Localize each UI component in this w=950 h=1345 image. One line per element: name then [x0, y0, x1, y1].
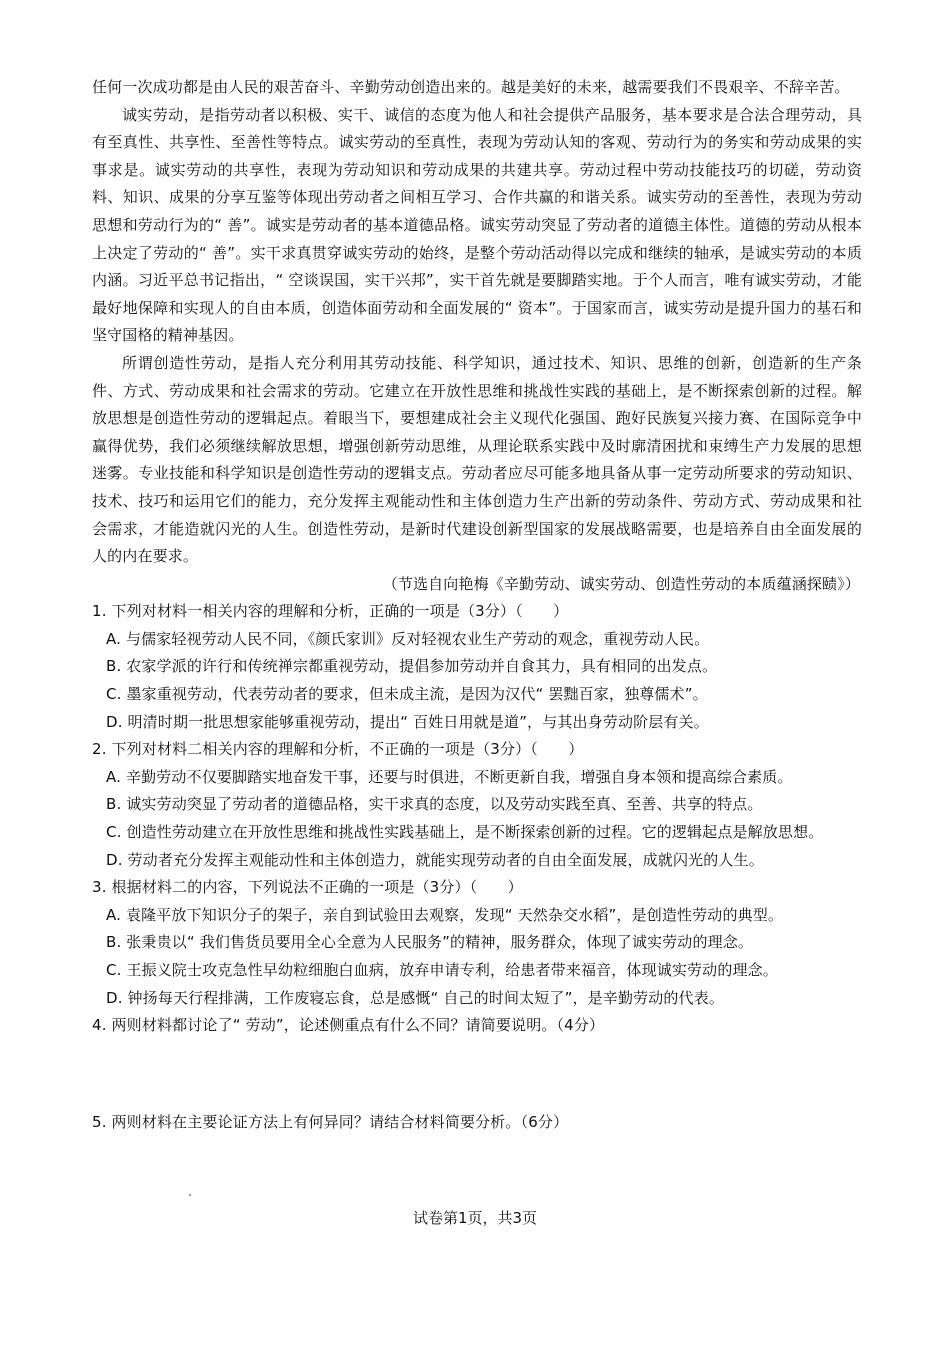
option-a: A. 辛勤劳动不仅要脚踏实地奋发干事，还要与时俱进，不断更新自我，增强自身本领和提高综合素质。 [106, 767, 793, 786]
option-c: C. 创造性劳动建立在开放性思维和挑战性实践基础上，是不断探索创新的过程。它的逻辑起点是解放思想。 [106, 823, 824, 842]
question-3 [92, 874, 862, 1012]
question-stem: 5. 两则材料在主要论证方法上有何异同？请结合材料简要分析。（6分） [92, 1112, 569, 1131]
paragraph-honest-labor: 诚实劳动，是指劳动者以积极、实干、诚信的态度为他人和社会提供产品服务，基本要求是合法合理劳动，具有至真性、共享性、至善性等特点。诚实劳动的至真性，表现为劳动认知的客观、劳动行为的务实和劳动成果的实事求是。诚实劳动的共享性，表现为劳动知识和劳动成果的共建共享。劳动过程中劳动技能技巧的切磋，劳动资料、知识、成果的分享互鉴等体现出劳动者之间相互学习、合作共赢的和谐关系。诚实劳动的至善性，表现为劳动思想和劳动行为的“ 善”。诚实是劳动者的基本道德品格。诚实劳动突显了劳动者的道德主体性。道德的劳动从根本上决定了劳动的“ 善”。实干求真贯穿诚实劳动的始终，是整个劳动活动得以完成和继续的轴承，是诚实劳动的本质内涵。习近平总书记指出，“ 空谈误国，实干兴邦”，实干首先就是要脚踏实地。于个人而言，唯有诚实劳动，才能最好地保障和实现人的自由本质，创造体面劳动和全面发展的“ 资本”。于国家而言，诚实劳动是提升国力的基石和坚守国格的精神基因。 [92, 105, 862, 345]
option-d: D. 明清时期一批思想家能够重视劳动，提出“ 百姓日用就是道”，与其出身劳动阶层有关。 [106, 712, 709, 731]
source-citation: （节选自向艳梅《辛勤劳动、诚实劳动、创造性劳动的本质蕴涵探赜》） [382, 574, 860, 593]
option-d: D. 劳动者充分发挥主观能动性和主体创造力，就能实现劳动者的自由全面发展，成就闪光的人生。 [106, 850, 764, 869]
option-b: B. 张秉贵以“ 我们售货员要用全心全意为人民服务”的精神，服务群众，体现了诚实劳动的理念。 [106, 933, 754, 952]
paragraph-creative-labor: 所谓创造性劳动，是指人充分利用其劳动技能、科学知识，通过技术、知识、思维的创新，创造新的生产条件、方式、劳动成果和社会需求的劳动。它建立在开放性思维和挑战性实践的基础上，是不断探索创新的过程。解放思想是创造性劳动的逻辑起点。着眼当下，要想建成社会主义现代化强国、跑好民族复兴接力赛、在国际竞争中赢得优势，我们必须继续解放思想，增强创新劳动思维，从理论联系实践中及时廓清困扰和束缚生产力发展的思想迷雾。专业技能和科学知识是创造性劳动的逻辑支点。劳动者应尽可能多地具备从事一定劳动所要求的劳动知识、技术、技巧和运用它们的能力，充分发挥主观能动性和主体创造力生产出新的劳动条件、劳动方式、劳动成果和社会需求，才能造就闪光的人生。创造性劳动，是新时代建设创新型国家的发展战略需要，也是培养自由全面发展的人的内在要求。 [92, 353, 862, 566]
option-d: D. 钟扬每天行程排满，工作废寝忘食，总是感慨“ 自己的时间太短了”，是辛勤劳动的代表。 [106, 988, 725, 1007]
option-b: B. 诚实劳动突显了劳动者的道德品格，实干求真的态度，以及劳动实践至真、至善、共享的特点。 [106, 795, 763, 814]
option-a: A. 与儒家轻视劳动人民不同，《颜氏家训》反对轻视农业生产劳动的观念，重视劳动人民。 [106, 629, 710, 648]
question-stem: 2. 下列对材料二相关内容的理解和分析，不正确的一项是（3分）（ ） [92, 740, 584, 759]
question-4 [92, 1012, 862, 1040]
option-b: B. 农家学派的许行和传统禅宗都重视劳动，提倡参加劳动并自食其力，具有相同的出发点。 [106, 657, 718, 676]
question-5 [92, 1109, 862, 1137]
option-a: A. 袁隆平放下知识分子的架子，亲自到试验田去观察，发现“ 天然杂交水稻”，是创造性劳动的典型。 [106, 905, 784, 924]
question-stem: 1. 下列对材料一相关内容的理解和分析，正确的一项是（3分）（ ） [92, 602, 569, 621]
option-c: C. 墨家重视劳动，代表劳动者的要求，但未成主流，是因为汉代“ 罢黜百家，独尊儒术”。 [106, 685, 708, 704]
question-stem: 4. 两则材料都讨论了“ 劳动”，论述侧重点有什么不同？请简要说明。（4分） [92, 1016, 605, 1035]
question-1 [92, 598, 862, 736]
option-c: C. 王振义院士攻克急性早幼粒细胞白血病，放弃申请专利，给患者带来福音，体现诚实劳动的理念。 [106, 961, 778, 979]
paragraph-intro: 任何一次成功都是由人民的艰苦奋斗、辛勤劳动创造出来的。越是美好的未来，越需要我们不畏艰辛、不辞辛苦。 [92, 78, 850, 96]
answer-space [92, 1040, 862, 1109]
question-2 [92, 736, 862, 874]
question-stem: 3. 根据材料二的内容，下列说法不正确的一项是（3分）（ ） [92, 878, 523, 897]
stray-mark [189, 1194, 191, 1196]
document-body [92, 74, 862, 1136]
page-footer: 试卷第1页，共3页 [412, 1209, 538, 1227]
